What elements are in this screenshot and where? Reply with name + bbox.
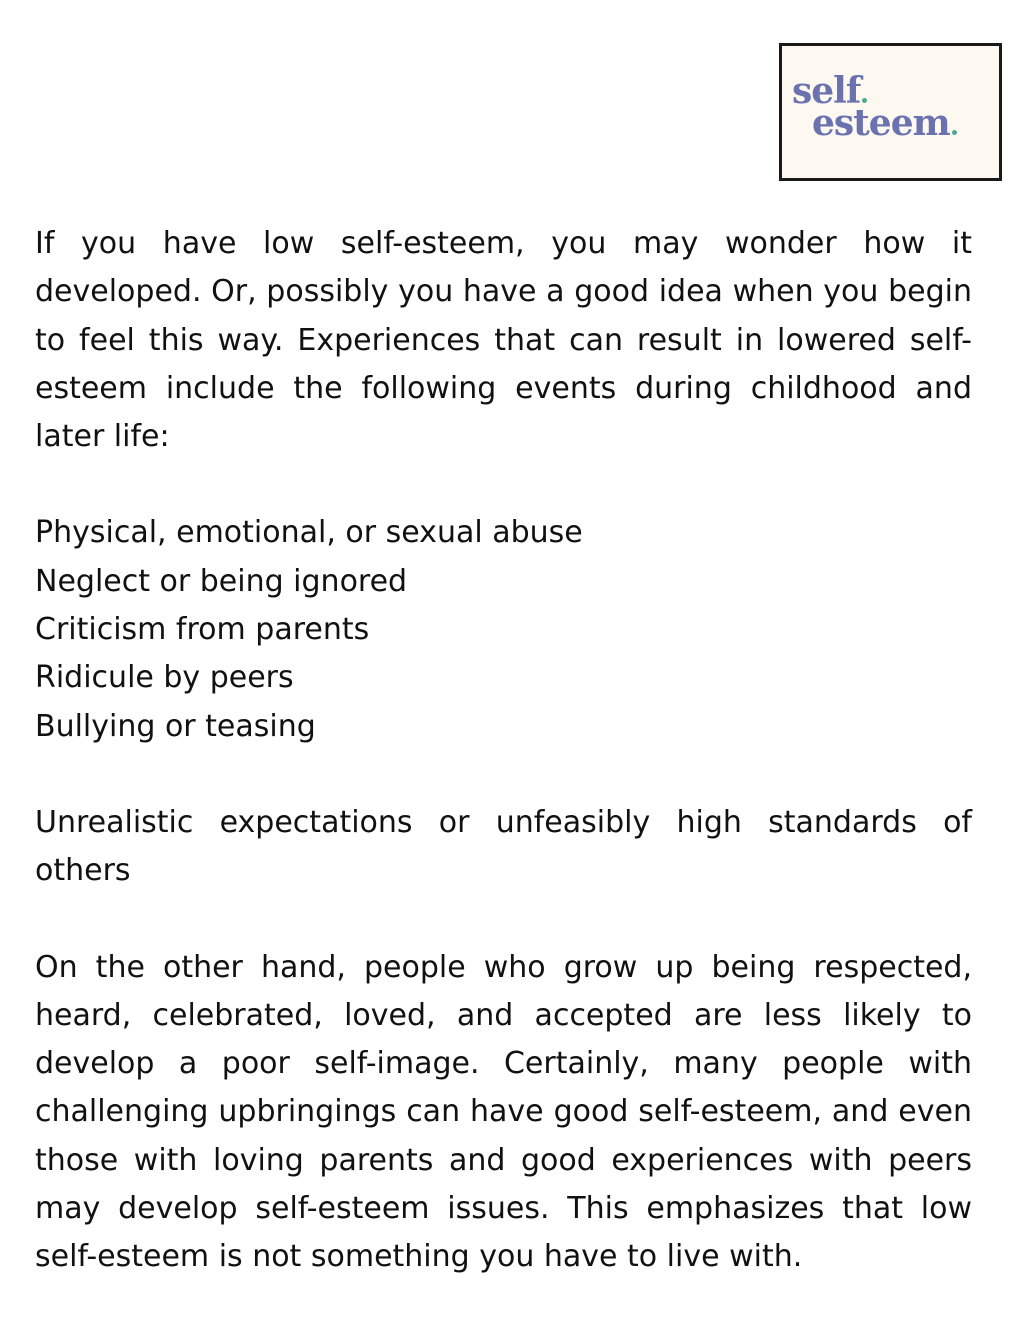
list-item: Neglect or being ignored (35, 563, 408, 599)
closing-paragraph: On the other hand, people who grow up being respected, heard, celebrated, loved, and accepted are less likely to develop a poor self-image. Certainly, many people with challenging upbringings can have good self-esteem, and even those with loving parents and good experiences with peers may develop self-esteem issues. This emphasizes that low self-esteem is not something you have to live with. (35, 949, 972, 1275)
logo-line-self: self (792, 70, 867, 112)
intro-paragraph: If you have low self-esteem, you may wonder how it developed. Or, possibly you have a good idea when you begin to feel this way. Experiences that can result in lowered self-esteem include the following events during childhood and later life: (35, 226, 972, 455)
experiences-list (35, 509, 972, 750)
logo-dot-icon (952, 130, 957, 135)
list-item: Criticism from parents (35, 612, 370, 648)
list-item: Ridicule by peers (35, 660, 294, 696)
list-item: Physical, emotional, or sexual abuse (35, 515, 583, 551)
self-esteem-logo (779, 43, 1002, 181)
document-body (35, 220, 972, 1330)
list-item: Bullying or teasing (35, 708, 316, 744)
standalone-paragraph: Unrealistic expectations or unfeasibly high standards of others (35, 804, 972, 889)
logo-line-esteem: esteem (812, 102, 957, 144)
